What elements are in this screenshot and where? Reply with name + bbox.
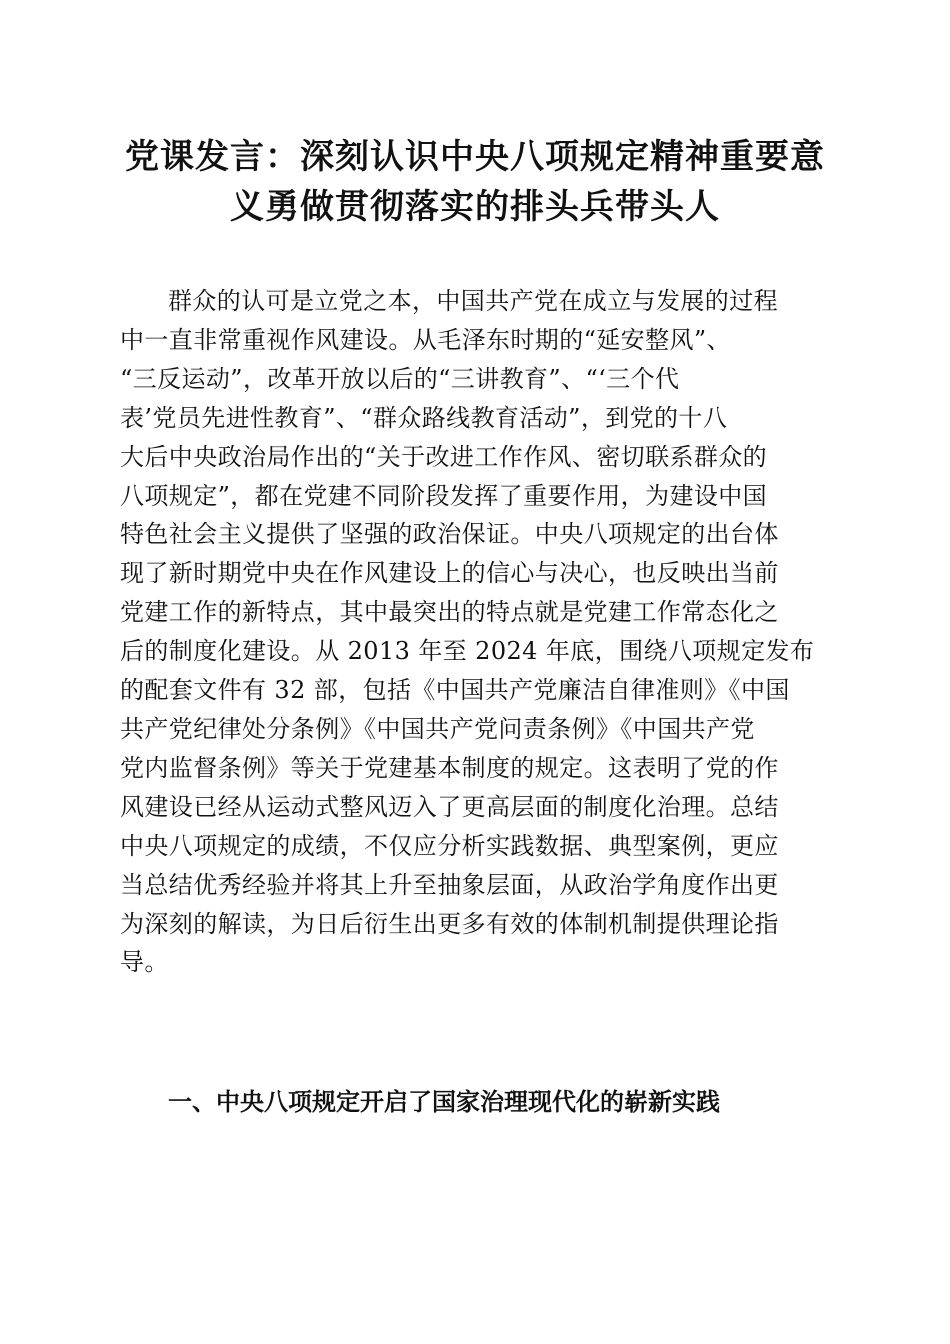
section-heading: 一、中央八项规定开启了国家治理现代化的崭新实践 xyxy=(168,1088,720,1116)
document-title xyxy=(105,132,845,232)
paragraph-line: 共产党纪律处分条例》《中国共产党问责条例》《中国共产党 xyxy=(120,714,755,743)
paragraph-line: 八项规定”，都在党建不同阶段发挥了重要作用，为建设中国 xyxy=(120,481,768,510)
paragraph-line: 当总结优秀经验并将其上升至抽象层面，从政治学角度作出更 xyxy=(120,870,779,899)
paragraph-line: 后的制度化建设。从 2013 年至 2024 年底，围绕八项规定发布 xyxy=(120,637,815,666)
paragraph-line: 表’党员先进性教育”、“群众路线教育活动”，到党的十八 xyxy=(120,403,728,432)
paragraph-line: 大后中央政治局作出的“关于改进工作作风、密切联系群众的 xyxy=(120,442,768,471)
paragraph-line: 的配套文件有 32 部，包括《中国共产党廉洁自律准则》《中国 xyxy=(120,676,790,705)
paragraph-line: “三反运动”，改革开放以后的“三讲教育”、“‘三个代 xyxy=(120,364,680,393)
paragraph-line: 风建设已经从运动式整风迈入了更高层面的制度化治理。总结 xyxy=(120,792,779,821)
paragraph-line: 现了新时期党中央在作风建设上的信心与决心，也反映出当前 xyxy=(120,559,779,588)
paragraph-line: 群众的认可是立党之本，中国共产党在成立与发展的过程 xyxy=(168,287,778,315)
title-line: 义勇做贯彻落实的排头兵带头人 xyxy=(230,187,720,227)
paragraph-line: 党内监督条例》等关于党建基本制度的规定。这表明了党的作 xyxy=(120,753,779,782)
paragraph-line: 导。 xyxy=(120,948,169,977)
title-line: 党课发言：深刻认识中央八项规定精神重要意 xyxy=(125,137,825,177)
body-paragraph xyxy=(120,282,824,982)
paragraph-line: 中央八项规定的成绩，不仅应分析实践数据、典型案例，更应 xyxy=(120,831,779,860)
paragraph-line: 为深刻的解读，为日后衍生出更多有效的体制机制提供理论指 xyxy=(120,909,779,938)
paragraph-line: 特色社会主义提供了坚强的政治保证。中央八项规定的出台体 xyxy=(120,520,779,549)
paragraph-line: 党建工作的新特点，其中最突出的特点就是党建工作常态化之 xyxy=(120,598,779,627)
paragraph-line: 中一直非常重视作风建设。从毛泽东时期的“延安整风”、 xyxy=(120,325,731,354)
